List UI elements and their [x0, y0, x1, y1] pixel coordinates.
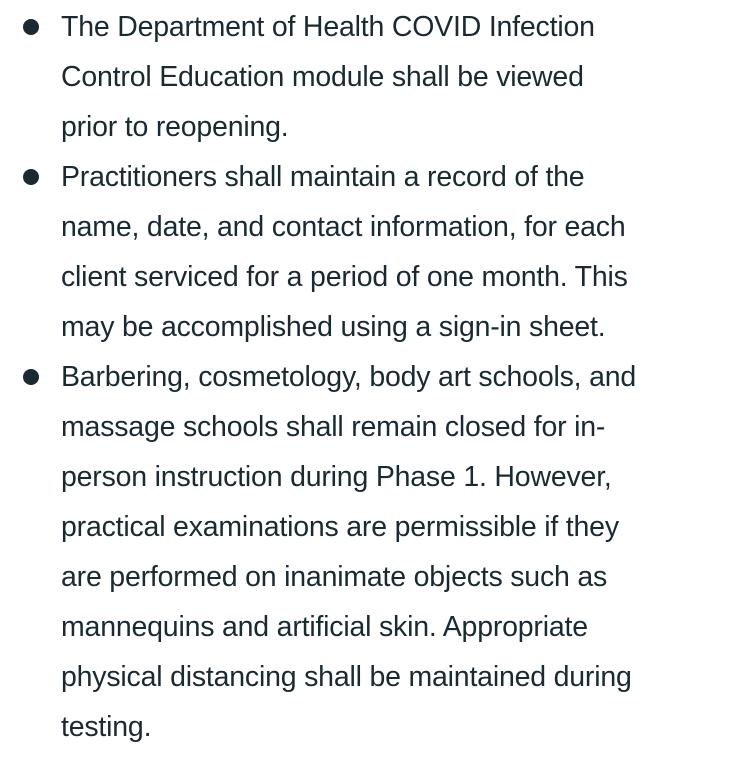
bullet-dot-icon — [23, 169, 39, 185]
bullet-line: client serviced for a period of one month. This — [61, 261, 628, 293]
bullet-line: physical distancing shall be maintained during — [61, 661, 632, 693]
bullet-line: Control Education module shall be viewed — [61, 61, 584, 93]
bullet-line: massage schools shall remain closed for in- — [61, 411, 606, 443]
bullet-line: practical examinations are permissible if they — [61, 511, 619, 543]
bullet-line: prior to reopening. — [61, 111, 289, 143]
document-body — [0, 2, 750, 752]
bullet-line: may be accomplished using a sign-in sheet. — [61, 311, 606, 343]
bullet-line: Barbering, cosmetology, body art schools, and — [61, 361, 637, 393]
bullet-line: name, date, and contact information, for each — [61, 211, 626, 243]
bullet-line: person instruction during Phase 1. However, — [61, 461, 612, 493]
bullet-dot-icon — [23, 369, 39, 385]
bullet-line: mannequins and artificial skin. Appropriate — [61, 611, 588, 643]
bullet-item-schools-closed — [0, 352, 750, 752]
bullet-item-infection-control — [0, 2, 750, 152]
bullet-line: The Department of Health COVID Infection — [61, 11, 595, 43]
bullet-list — [0, 2, 750, 752]
bullet-item-client-records — [0, 152, 750, 352]
bullet-line: testing. — [61, 711, 152, 743]
bullet-dot-icon — [23, 19, 39, 35]
bullet-line: are performed on inanimate objects such as — [61, 561, 608, 593]
bullet-line: Practitioners shall maintain a record of the — [61, 161, 585, 193]
